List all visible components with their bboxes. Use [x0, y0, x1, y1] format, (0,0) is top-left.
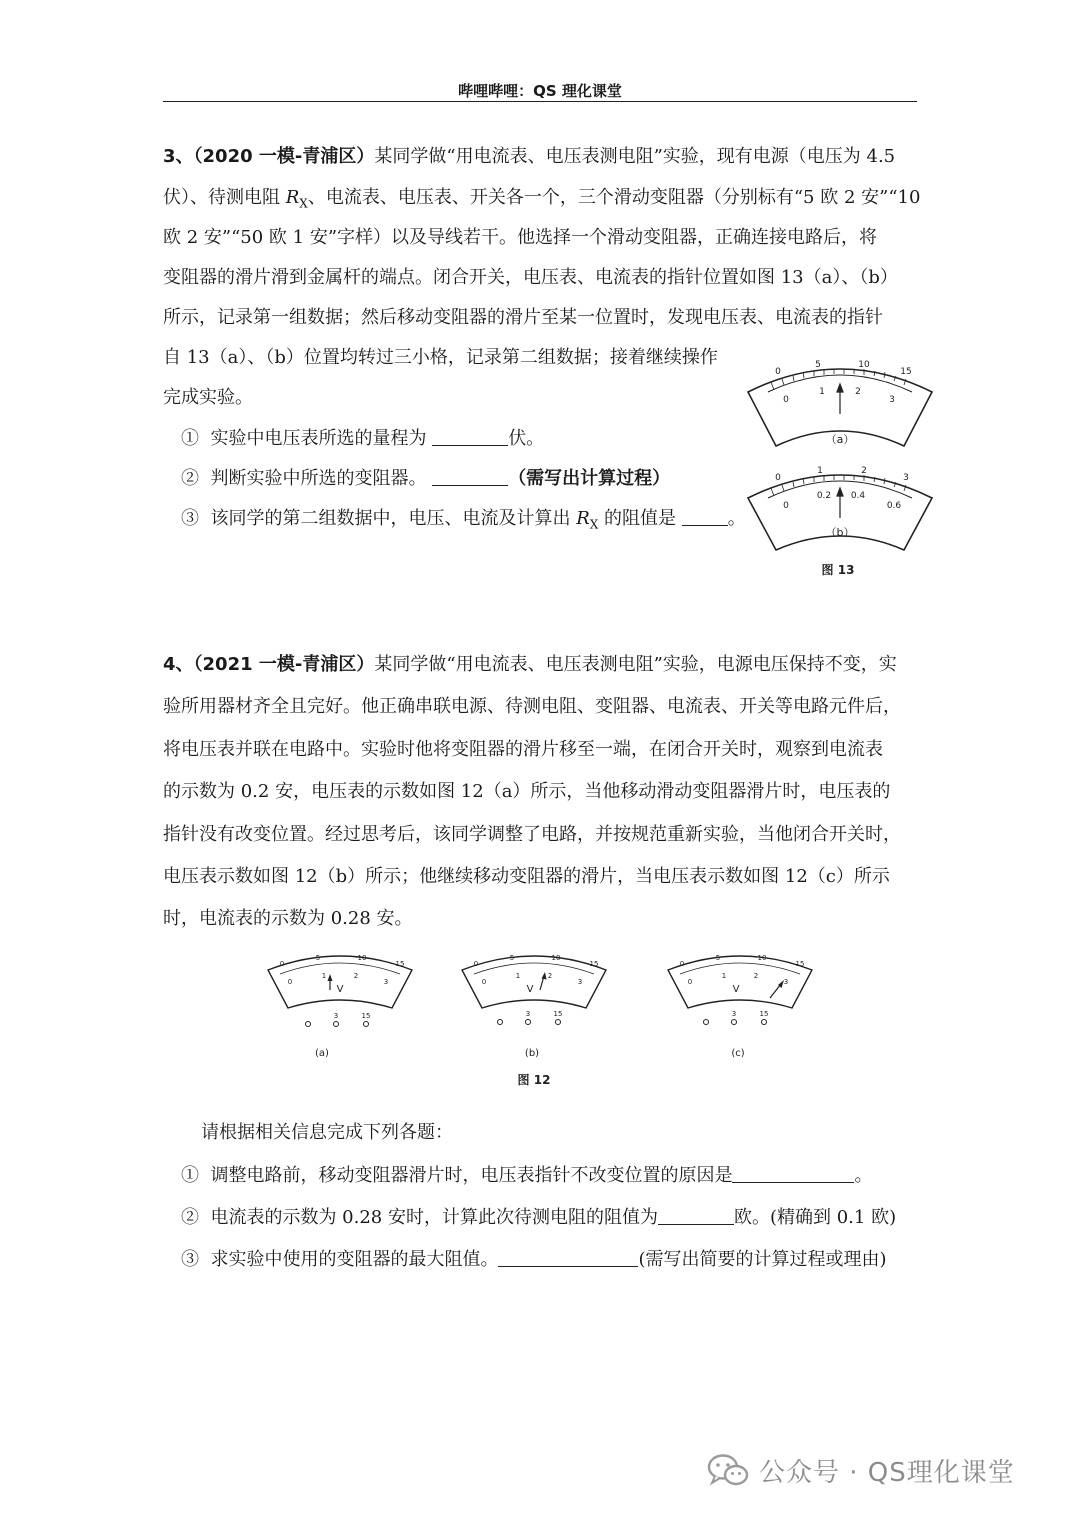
q3-number: 3、: [163, 146, 194, 167]
q3-text-2a: 伏）、待测电阻: [163, 187, 286, 208]
q3-line-6: 自 13（a）、（b）位置均转过三小格，记录第二组数据；接着继续操作: [163, 347, 718, 368]
tick-label: 15: [795, 960, 805, 968]
q4-line-3: 将电压表并联在电路中。实验时他将变阻器的滑片移至一端，在闭合开关时，观察到电流表: [163, 739, 883, 760]
needle-arrow-icon: [837, 488, 843, 496]
tick-label: 10: [757, 954, 767, 962]
terminal-label: 15: [759, 1010, 769, 1018]
q3-item-1-text: 实验中电压表所选的量程为: [210, 428, 433, 449]
tick-label: 15: [395, 960, 405, 968]
rx-symbol: R: [285, 187, 300, 208]
q4-item-2: [181, 1206, 896, 1229]
terminal-icon: [526, 1020, 531, 1025]
tick-label: 10: [357, 954, 367, 962]
q4-item-3-text: 求实验中使用的变阻器的最大阻值。: [210, 1249, 499, 1270]
needle-arrow-icon: [542, 972, 547, 980]
tick-label: 0.6: [886, 501, 902, 511]
q4-item-1: [181, 1164, 872, 1187]
tick-label: 0: [481, 978, 487, 986]
terminal-icon: [334, 1022, 339, 1027]
q4-blank-1[interactable]: [732, 1164, 854, 1183]
tick-label: 0: [783, 501, 789, 511]
terminal-label: 15: [361, 1012, 371, 1020]
rx-subscript: X: [299, 196, 308, 211]
q3-item-3-tail: 。: [727, 508, 746, 529]
tick-label: 0: [775, 367, 781, 377]
tick-label: 2: [753, 972, 759, 980]
terminal-icon: [498, 1020, 503, 1025]
voltmeter-c: [668, 954, 812, 1059]
item-mark: ②: [181, 468, 199, 489]
watermark: [707, 1448, 1015, 1492]
item-mark: ③: [181, 508, 199, 529]
voltmeter-b: [462, 954, 606, 1059]
needle-arrow-icon: [837, 384, 843, 392]
terminal-icon: [732, 1020, 737, 1025]
tick-label: 0: [775, 473, 781, 483]
q3-text-1: 某同学做“用电流表、电压表测电阻”实验，现有电源（电压为 4.5: [374, 146, 896, 167]
q3-line-7: 完成实验。: [163, 387, 253, 408]
q3-item-1: [181, 427, 544, 450]
figure-12: [260, 950, 820, 1094]
meter-label: (a): [315, 1048, 329, 1059]
tick-label: 0: [687, 978, 693, 986]
q3-text-2b: 、电流表、电压表、开关各一个，三个滑动变阻器（分别标有“5 欧 2 安”“10: [307, 187, 921, 208]
tick-label: 0.4: [850, 491, 866, 501]
q4-item-2-tail: 欧。(精确到 0.1 欧): [733, 1207, 897, 1228]
terminal-icon: [306, 1022, 311, 1027]
tick-label: 5: [815, 360, 821, 370]
q3-item-2-text: 判断实验中所选的变阻器。: [210, 468, 433, 489]
q4-item-1-tail: 。: [854, 1165, 873, 1186]
tick-label: 15: [900, 367, 912, 377]
q4-item-3: [181, 1248, 887, 1271]
tick-label: 5: [715, 954, 721, 962]
meter-label: (b): [524, 1048, 540, 1059]
q4-line-4: 的示数为 0.2 安，电压表的示数如图 12（a）所示，当他移动滑动变阻器滑片时，电压表的: [163, 781, 891, 802]
tick-label: 5: [315, 954, 321, 962]
meter-b-label: （b）: [825, 526, 855, 539]
terminal-icon: [556, 1020, 561, 1025]
watermark-text: 公众号 · QS理化课堂: [759, 1457, 1015, 1488]
q3-item-3: [181, 507, 746, 536]
tick-label: 1: [515, 972, 521, 980]
tick-label: 0: [679, 960, 685, 968]
q4-blank-3[interactable]: [498, 1248, 638, 1267]
q3-item-1-tail: 伏。: [508, 428, 545, 449]
q4-source: （2021 一模-青浦区）: [193, 654, 375, 675]
terminal-label: 3: [333, 1012, 339, 1020]
terminal-label: 15: [553, 1010, 563, 1018]
q4-line-5: 指针没有改变位置。经过思考后，该同学调整了电路，并按规范重新实验，当他闭合开关时，: [163, 824, 901, 845]
q3-item-3-text: 该同学的第二组数据中，电压、电流及计算出: [210, 508, 577, 529]
tick-label: 3: [783, 978, 789, 986]
item-mark: ①: [181, 1165, 199, 1186]
q4-line-2: 验所用器材齐全且完好。他正确串联电源、待测电阻、变阻器、电流表、开关等电路元件后，: [163, 696, 901, 717]
needle-arrow-icon: [328, 974, 333, 981]
tick-label: 0: [287, 978, 293, 986]
q3-item-3-mid: 的阻值是: [598, 508, 682, 529]
item-mark: ①: [181, 428, 199, 449]
q4-item-1-text: 调整电路前，移动变阻器滑片时，电压表指针不改变位置的原因是: [210, 1165, 733, 1186]
q3-item-2-tail: （需写出计算过程）: [508, 468, 671, 489]
q3-blank-1[interactable]: [432, 427, 508, 446]
rx-symbol: R: [576, 508, 590, 529]
q4-intro: 请根据相关信息完成下列各题：: [201, 1122, 453, 1143]
tick-label: 15: [589, 960, 599, 968]
meter-label: (c): [731, 1048, 745, 1059]
q3-line-1: [163, 146, 895, 168]
tick-label: 3: [889, 395, 895, 405]
header-rule: [163, 101, 917, 102]
terminal-icon: [762, 1020, 767, 1025]
figure-13-caption: 图 13: [821, 563, 855, 577]
rx-subscript: X: [589, 517, 599, 532]
q4-line-7: 时，电流表的示数为 0.28 安。: [163, 908, 413, 929]
meter-a-label: （a）: [825, 433, 855, 446]
q3-item-2: [181, 467, 670, 490]
figure-12-caption: 图 12: [517, 1073, 551, 1087]
q3-line-5: 所示，记录第一组数据；然后移动变阻器的滑片至某一位置时，发现电压表、电流表的指针: [163, 307, 883, 328]
q3-line-3: 欧 2 安”“50 欧 1 安”字样）以及导线若干。他选择一个滑动变阻器，正确连接电路后，将: [163, 227, 878, 248]
tick-label: 1: [817, 466, 823, 476]
q4-number: 4、: [163, 654, 194, 675]
q4-text-1: 某同学做“用电流表、电压表测电阻”实验，电源电压保持不变，实: [374, 654, 897, 675]
q3-source: （2020 一模-青浦区）: [193, 146, 375, 167]
q4-line-1: [163, 654, 897, 676]
tick-label: 10: [858, 360, 870, 370]
terminal-label: 3: [525, 1010, 531, 1018]
tick-label: 3: [577, 978, 583, 986]
tick-label: 0: [783, 395, 789, 405]
q3-blank-3[interactable]: [682, 507, 728, 526]
tick-label: 5: [509, 954, 515, 962]
item-mark: ②: [181, 1207, 199, 1228]
figure-13: [740, 352, 940, 588]
tick-label: 3: [903, 473, 909, 483]
page-header: 哔哩哔哩：QS 理化课堂: [458, 82, 622, 100]
tick-label: 3: [383, 978, 389, 986]
terminal-label: 3: [731, 1010, 737, 1018]
item-mark: ③: [181, 1249, 199, 1270]
tick-label: 1: [819, 387, 825, 397]
tick-label: 1: [721, 972, 727, 980]
tick-label: 2: [861, 466, 867, 476]
q4-item-2-text: 电流表的示数为 0.28 安时，计算此次待测电阻的阻值为: [210, 1207, 658, 1228]
unit-label: V: [732, 984, 740, 995]
terminal-icon: [364, 1022, 369, 1027]
q3-line-4: 变阻器的滑片滑到金属杆的端点。闭合开关，电压表、电流表的指针位置如图 13（a）、（b）: [163, 267, 898, 288]
q3-line-2: [163, 187, 920, 215]
q4-item-3-tail: (需写出简要的计算过程或理由): [638, 1249, 887, 1270]
unit-label: V: [336, 984, 344, 995]
q4-blank-2[interactable]: [658, 1206, 734, 1225]
unit-label: V: [526, 984, 534, 995]
voltmeter-a: [268, 954, 412, 1059]
tick-label: 0: [279, 960, 285, 968]
terminal-icon: [704, 1020, 709, 1025]
q3-blank-2[interactable]: [432, 467, 508, 486]
tick-label: 0.2: [816, 491, 832, 501]
q4-line-6: 电压表示数如图 12（b）所示；他继续移动变阻器的滑片，当电压表示数如图 12（c）所示: [163, 866, 890, 887]
wechat-icon: [707, 1452, 749, 1488]
tick-label: 2: [855, 387, 861, 397]
tick-label: 2: [547, 972, 553, 980]
tick-label: 0: [473, 960, 479, 968]
tick-label: 2: [353, 972, 359, 980]
tick-label: 10: [551, 954, 561, 962]
tick-label: 1: [321, 972, 327, 980]
